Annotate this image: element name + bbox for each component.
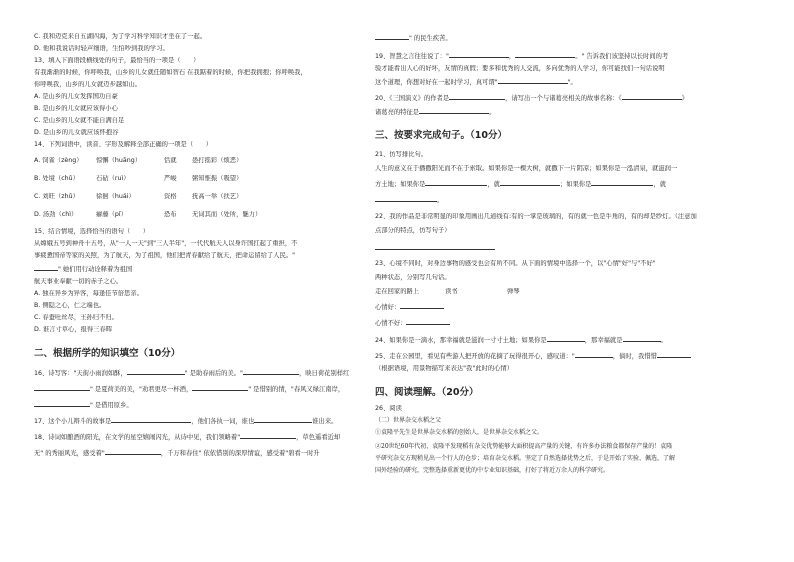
q21-blank2[interactable]: [500, 179, 560, 186]
passage-paragraph-1: ①袁隆平先生是世界杂交水稻的创始人，是世界杂交水稻之父。: [375, 429, 544, 436]
section2-title: 二、根据所学的知识填空（10分）: [34, 348, 181, 359]
q18-blank1[interactable]: [240, 432, 296, 439]
q17-line: 17、这个小儿辩斗的故事是 ，他们各执一词，谁也 谁出来。: [34, 418, 338, 425]
q17-blank2[interactable]: [254, 416, 312, 423]
q14-a-term1: A. 饲雀（zèng）: [34, 157, 83, 164]
q14-b-term1: B. 处境（chǔ）: [34, 175, 79, 182]
q16-blank5[interactable]: [34, 400, 90, 407]
q14-stem: 14、下列词语中，读音、字形及解释全部正确的一项是（ ）: [34, 141, 213, 148]
q14-c-term3: 资格: [164, 193, 177, 200]
r-blank1[interactable]: [375, 33, 409, 40]
q23-good-mood: 心情好：: [375, 302, 770, 312]
q18-line1: 18、诗词如酿酒的阳光，在文学的星空嬉闹闪光，从诗中见，我们领略着" ，草色遥看近却: [34, 434, 341, 441]
q14-b-term2: 石砧（ruì）: [96, 175, 130, 182]
q18-line2: 无" 的秀丽风光，感受着" ，千万和春住" 依依惜别的深厚情谊，感受着"碧看一时升: [34, 450, 320, 457]
q12-option-d: D. 他和我说话时轻声细语，生怕吵到我的学习。: [34, 45, 169, 52]
q19-line3: 这个道理，你想对好在一起时学习，真可谓" "。: [375, 79, 577, 86]
right-column: [375, 33, 770, 475]
q13-option-a: A. 是山乡的儿女发挥国功自豪: [34, 93, 118, 100]
q22-answer-line: [375, 243, 770, 253]
q22-line2: 点部分的特点，仿写句子）: [375, 227, 451, 234]
q17-blank1[interactable]: [111, 416, 191, 423]
q14-a-term3: 恬就: [164, 157, 177, 164]
q14-d-term3: 恐布: [164, 211, 177, 218]
section4-title: 四、阅读理解。（20分）: [375, 387, 479, 398]
q23-option1: 走在回家的路上: [375, 288, 420, 295]
q16-line3: " 是借用原乡。: [34, 400, 389, 410]
q15-passage-line1: 从嫦娥五号到神舟十五号，从"一人一天"到"三人半年"，一代代航天人以身许国扛起了重担，不: [34, 240, 298, 247]
q15-option-a: A. 独在异乡为异客，每逢佳节倍思亲。: [34, 290, 143, 297]
q20-blank3[interactable]: [419, 107, 489, 114]
q23-blank-good[interactable]: [400, 302, 444, 309]
q19-blank2[interactable]: [515, 51, 575, 58]
q20-line1: 20、《三国演义》的作者是 ，请写出一个与诸葛亮相关的故事名称：《 》: [375, 95, 688, 102]
q22-blank[interactable]: [375, 243, 495, 250]
q26-stem: 26、阅读: [375, 405, 402, 412]
q16-blank3[interactable]: [34, 384, 90, 391]
q15-passage-line2: 事疲惫国帝等家的关照，为了航天，为了祖国，他们把青春献给了航天，把命运留给了人民。": [34, 252, 296, 259]
q23-line1: 23、心境不同时，对身边事物的感受也会有所不同。从下面的情境中选择一个，以"心情"好"与"不好": [375, 260, 656, 267]
q14-a-term4: 愚打摇彩（烦恶）: [192, 157, 243, 164]
q14-a-term2: 惊懈（huāng）: [96, 157, 142, 164]
q14-d-term4: 无词其而（处所，魅力）: [192, 211, 262, 218]
q16-line2: " 是夏荷美的美，"劝君更尽一杯酒， " 是惜别的情，"春风又绿江南岸，: [34, 384, 389, 394]
q19-blank3[interactable]: [498, 77, 568, 84]
q20-blank2[interactable]: [622, 93, 682, 100]
q12-option-c: C. 我和迈克来自五湖四海，为了学习科学知识才坐在了一起。: [34, 33, 207, 40]
q16-blank1[interactable]: [127, 368, 185, 375]
q15-blank[interactable]: [34, 264, 58, 271]
q23-blank-bad[interactable]: [406, 318, 450, 325]
q23-bad-mood: 心情不好：: [375, 318, 770, 328]
q13-option-b: B. 是山乡的儿女就应该得小心: [34, 105, 118, 112]
q25-blank2[interactable]: [657, 351, 691, 358]
q25-blank1[interactable]: [575, 351, 613, 358]
q15-option-c: C. 春蚕吐丝尽，王孙归不归。: [34, 314, 118, 321]
q19-blank1[interactable]: [449, 51, 509, 58]
q21-line2: 方土地；如果你是 ，就 ；如果你是 ，就: [375, 181, 667, 188]
q13-passage-line2: 你呼唤我，山乡的儿女就迈步越如山。: [34, 81, 142, 88]
q13-passage-line1: 有我渐渐的时候，你呼唤我，山乡的儿女就任随如智石 在我踮着的时候，你把我拥抱；你呼唤我，: [34, 69, 307, 76]
q22-line1: 22、我的作品是非常明显的印象用画出几道线有:有的一掌是玻璃的，有的就一色是牛角的，有的却是纱灯。（注意加: [375, 213, 697, 220]
q14-option-a: [34, 157, 389, 165]
q15-passage-line4: 航天事业奉献一切的赤子之心。: [34, 278, 123, 285]
q19-line2: 验才能看出人心的好坏，友情的真假；要多和优秀的人交流，多向优秀的人学习，你可能找们一句话说明: [375, 65, 665, 72]
q23-option3: 弹琴: [507, 288, 520, 295]
q14-b-term3: 严峻: [164, 175, 177, 182]
q14-option-c: [34, 193, 389, 201]
q15-passage-line3: " 她们用行动诠释着为祖国: [34, 264, 389, 274]
q14-d-term2: 癖藤（pǐ）: [96, 211, 127, 218]
passage-title: （二）世界杂交水稻之父: [375, 417, 442, 424]
passage-paragraph-2-line3: 国外经验的研究，完整选择重新更优的中专业知识基础，打好了将近万余人的科学研究。: [375, 467, 610, 474]
q21-line3: 。: [375, 195, 770, 205]
q14-option-d: [34, 211, 389, 219]
q14-d-term1: D. 汤劲（chì）: [34, 211, 78, 218]
q25-line2: （根据语境，用景物描写来表达"我"此时的心情）: [375, 365, 514, 372]
q14-c-term4: 抚高一举（扶艺）: [192, 193, 243, 200]
q16-blank2[interactable]: [243, 368, 299, 375]
q19-line1: 19、智慧之言往往说了：" ， 。" 告诉我们该坚持以长时间的考: [375, 53, 669, 60]
q20-line2: 诸葛亮的特征是 。: [375, 109, 496, 116]
q14-c-term1: C. 刘旺（zhǔ）: [34, 193, 79, 200]
q15-option-b: B. 侧隐之心，仁之端也。: [34, 302, 106, 309]
q23-options: [375, 288, 770, 296]
q23-line2: 两种状态，分别写几句话。: [375, 274, 451, 281]
left-column: [34, 33, 389, 458]
q24-line: 24、如果你是一滴水，那幸福就是滋润一寸寸土地；如果你是 ，那幸福就是 。: [375, 337, 667, 344]
q21-blank1[interactable]: [425, 179, 487, 186]
q21-blank3[interactable]: [591, 179, 653, 186]
r-line1: " 的民生疾苦。: [375, 33, 770, 43]
q21-stem: 21、仿写排比句。: [375, 151, 428, 158]
q18-blank2[interactable]: [105, 448, 161, 455]
q16-line1: 16、诗写客："天街小雨润如酥， " 是助春雨后的美。" ，映日荷花别样红: [34, 370, 350, 377]
passage-paragraph-2-line2: 平研究杂交方现稍见出一个行人的仓步；培育杂交水稻。坚定了自然选择优势之后，于是开始了实验、佩选，了解: [375, 455, 676, 462]
q15-option-d: D. 谁言寸草心，报得三春晖: [34, 326, 113, 333]
q14-b-term4: 粥知惟振（吸望）: [192, 175, 243, 182]
q24-blank1[interactable]: [547, 335, 585, 342]
q13-option-c: C. 是山乡的儿女就不能自满自足: [34, 117, 125, 124]
q21-blank4[interactable]: [375, 195, 437, 202]
section3-title: 三、按要求完成句子。（10分）: [375, 130, 507, 141]
q20-blank1[interactable]: [449, 93, 505, 100]
q25-line1: 25、走在公园里，看见有些游人把开放的花摘了玩得很开心，感叹道：" ，倘时，我惜惜: [375, 351, 770, 361]
q14-option-b: [34, 175, 389, 183]
passage-paragraph-2-line1: ②20世纪60年代初，袁隆平发现稻有杂交优势能够大面积提高产量的关键，有许多办法粮食都保存产量的！袁隆: [375, 443, 673, 450]
q13-option-d: D. 是山乡的儿女就应该怀抱谷: [34, 129, 119, 136]
q15-stem: 15、结合情境，选择恰当的语句（ ）: [34, 228, 150, 235]
q24-blank2[interactable]: [623, 335, 661, 342]
q23-option2: 读书: [445, 288, 458, 295]
q13-stem: 13、填入下面语段横线处的句子，最恰当的一项是（ ）: [34, 57, 200, 64]
q21-line1: 人生的意义在于播撒阳光而不在于索取。如果你是一棵大树，就撒下一片阴凉；如果你是一泓清泉，就滋润一: [375, 165, 678, 172]
q14-c-term2: 徐徊（huái）: [96, 193, 135, 200]
q16-blank4[interactable]: [192, 384, 248, 391]
